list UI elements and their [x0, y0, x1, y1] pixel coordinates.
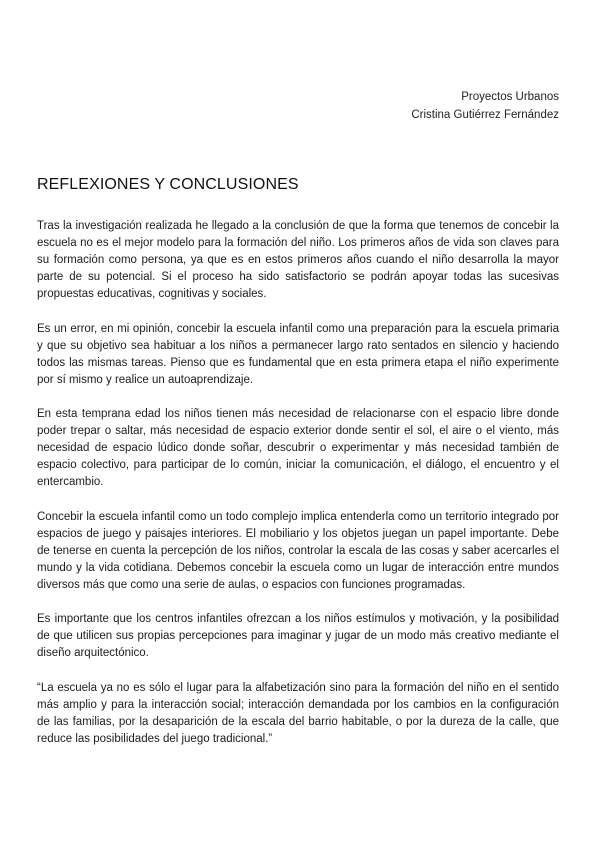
paragraph: Es importante que los centros infantiles ofrezcan a los niños estímulos y motivación, y la posibilidad de que utilicen sus propias percepciones para imaginar y jugar de un modo más creativo mediante el diseño arquitectónico.	[37, 613, 559, 659]
page-header	[411, 88, 559, 124]
header-author: Cristina Gutiérrez Fernández	[411, 109, 559, 121]
body-text	[37, 218, 559, 748]
section-title: REFLEXIONES Y CONCLUSIONES	[37, 176, 299, 193]
paragraph: Es un error, en mi opinión, concebir la escuela infantil como una preparación para la escuela primaria y que su objetivo sea habituar a los niños a permanecer largo rato sentados en silencio y haciendo todos las mismas tareas. Pienso que es fundamental que en esta primera etapa el niño experimente por sí mismo y realice un autoaprendizaje.	[37, 322, 559, 386]
paragraph: En esta temprana edad los niños tienen más necesidad de relacionarse con el espacio libre donde poder trepar o saltar, más necesidad de espacio exterior donde sentir el sol, el aire o el viento, más necesidad de espacio lúdico donde soñar, descubrir o experimentar y más necesidad también de espacio colectivo, para participar de lo común, iniciar la comunicación, el diálogo, el encuentro y el entercambio.	[37, 408, 559, 488]
paragraph: Concebir la escuela infantil como un todo complejo implica entenderla como un territorio integrado por espacios de juego y paisajes interiores. El mobiliario y los objetos juegan un papel importante. Debe de tenerse en cuenta la percepción de los niños, controlar la escala de las cosas y saber acercarles el mundo y la vida cotidiana. Debemos concebir la escuela como un lugar de interacción entre mundos diversos más que como una serie de aulas, o espacios con funciones programadas.	[37, 510, 559, 591]
header-project: Proyectos Urbanos	[461, 91, 559, 103]
paragraph: Tras la investigación realizada he llegado a la conclusión de que la forma que tenemos de concebir la escuela no es el mejor modelo para la formación del niño. Los primeros años de vida son claves para su formación como persona, ya que es en estos primeros años cuando el niño desarrolla la mayor parte de su potencial. Si el proceso ha sido satisfactorio se podrán apoyar todas las sucesivas propuestas educativas, cognitivas y sociales.	[37, 220, 559, 300]
quote-paragraph: “La escuela ya no es sólo el lugar para la alfabetización sino para la formación del niño en el sentido más amplio y para la interacción social; interacción demandada por los cambios en la configuración de las familias, por la desaparición de la escala del barrio habitable, o por la dureza de la calle, que reduce las posibilidades del juego tradicional.”	[37, 681, 559, 745]
